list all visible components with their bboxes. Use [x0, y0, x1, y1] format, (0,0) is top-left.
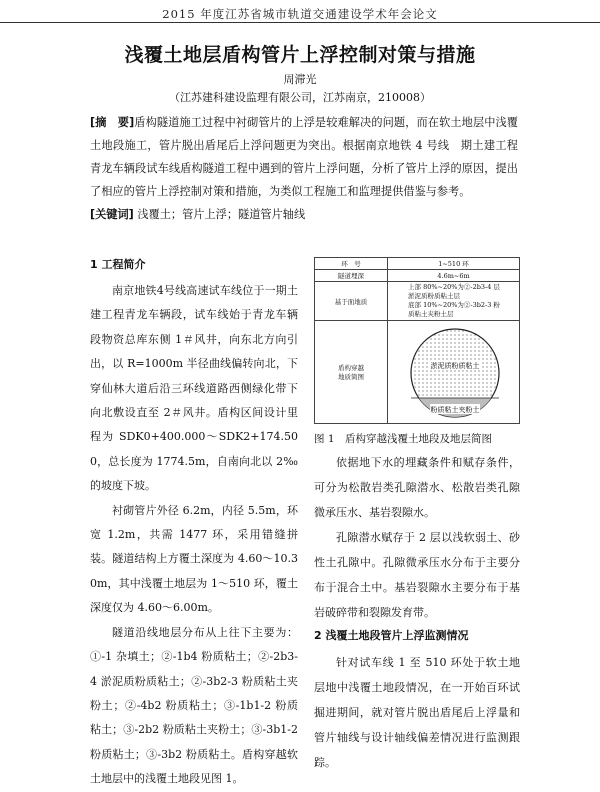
cross-section-cell [388, 321, 520, 424]
section-label [315, 321, 388, 424]
left-column [90, 254, 298, 792]
keywords-label: [关键词] [90, 208, 134, 221]
figure-1-table [314, 257, 520, 424]
strata-line: 底部 10%~20%为②-3b2-3 粉 [408, 301, 500, 309]
inner-label: 淤泥质粉质粘土 [430, 362, 480, 370]
strata-line: 淤泥质粉质粘土层 [408, 292, 460, 300]
author-affiliation: （江苏建科建设监理有限公司，江苏南京，210008） [169, 91, 431, 104]
section-label-line: 地质简图 [338, 373, 364, 381]
abstract [90, 111, 518, 203]
running-head: 2015 年度江苏省城市轨道交通建设学术年会论文 [162, 7, 438, 21]
bottom-label: 粉质粘土夹粉土 [430, 406, 480, 414]
figure-1-caption: 图 1 盾构穿越浅覆土地段及地层简图 [314, 433, 493, 445]
depth-label: 隧道埋深 [315, 270, 388, 282]
section-2-paragraph: 针对试车线 1 至 510 环处于软土地层地中浅覆土地段情况，在一开始百环试掘进期间，就对管片脱出盾尾后上浮量和管片轴线与设计轴线偏差情况进行监测跟踪。 [314, 656, 520, 769]
strata-label: 基于面地质 [315, 282, 388, 321]
groundwater-paragraph: 孔隙潜水赋存于 2 层以浅软弱土、砂性土孔隙中。孔隙微承压水分布于主要分布于混合土中。基岩裂隙水主要分布于基岩破碎带和裂隙发育带。 [314, 531, 520, 619]
groundwater-paragraph: 依据地下水的埋藏条件和赋存条件，可分为松散岩类孔隙潜水、松散岩类孔隙微承压水、基岩裂隙水。 [314, 456, 520, 519]
section-label-line: 盾构穿越 [338, 364, 364, 372]
section-1-paragraph: 隧道沿线地层分布从上往下主要为：①-1 杂填土；②-1b4 粉质粘土；②-2b3-4 淤泥质粉质粘土；②-3b2-3 粉质粘土夹粉土；②-4b2 粉质粘土；③-1b1-2 粉质粘土；③-2b2 粉质粘土夹粉土；③-3b1-2 粉质粘土；③-3b2 粉质粘土。盾构穿越软土地层中的浅覆土地段见图 1。 [90, 625, 298, 786]
keywords-text: 浅覆土；管片上浮；隧道管片轴线 [137, 208, 306, 221]
strata-line: 质粘土夹粉土层 [408, 310, 454, 318]
header-rule [0, 22, 600, 23]
section-1-paragraph: 衬砌管片外径 6.2m，内径 5.5m，环宽 1.2m，共需 1477 环，采用错缝拼装。隧道结构上方覆土深度为 4.60～10.30m，其中浅覆土地层为 1～510 环，覆土深度仅为 4.60～6.00m。 [90, 503, 298, 615]
section-2-heading: 2 浅覆土地段管片上浮监测情况 [314, 629, 469, 642]
ring-value: 1~510 环 [388, 258, 520, 270]
strata-description [388, 282, 520, 321]
author-name: 周滞光 [283, 73, 317, 86]
section-1-heading: 1 工程简介 [90, 258, 146, 271]
tunnel-cross-section-diagram [390, 326, 520, 420]
abstract-label: [摘 要] [90, 116, 135, 129]
strata-line: 上部 80%~20%为②-2b3-4 层 [408, 283, 500, 291]
ring-label: 环 号 [315, 258, 388, 270]
figure-1 [314, 257, 520, 447]
section-1-paragraph: 南京地铁4号线高速试车线位于一期土建工程青龙车辆段，试车线始于青龙车辆段物资总库东侧 1＃风井，向东北方向引出，以 R=1000m 半径曲线偏转向北，下穿仙林大道后沿三环线道路西侧绿化带下向北敷设直至 2＃风井。盾构区间设计里程为 SDK0+400.000～SDK2+174.500，总长度为 1774.5m，自南向北以 2‰的坡度下坡。 [90, 284, 298, 493]
right-column [314, 257, 520, 775]
depth-value: 4.6m~6m [388, 270, 520, 282]
abstract-text: 盾构隧道施工过程中衬砌管片的上浮是较难解决的问题，而在软土地层中浅覆土地段施工，管片脱出盾尾后上浮问题更为突出。根据南京地铁 4 号线 期土建工程青龙车辆段试车线盾构隧道工程中遇到的管片上浮问题，分析了管片上浮的原因，提出了相应的管片上浮控制对策和措施，为类似工程施工和监理提供借鉴与参考。 [90, 116, 518, 198]
keywords [90, 205, 518, 225]
paper-title: 浅覆土地层盾构管片上浮控制对策与措施 [124, 44, 476, 66]
